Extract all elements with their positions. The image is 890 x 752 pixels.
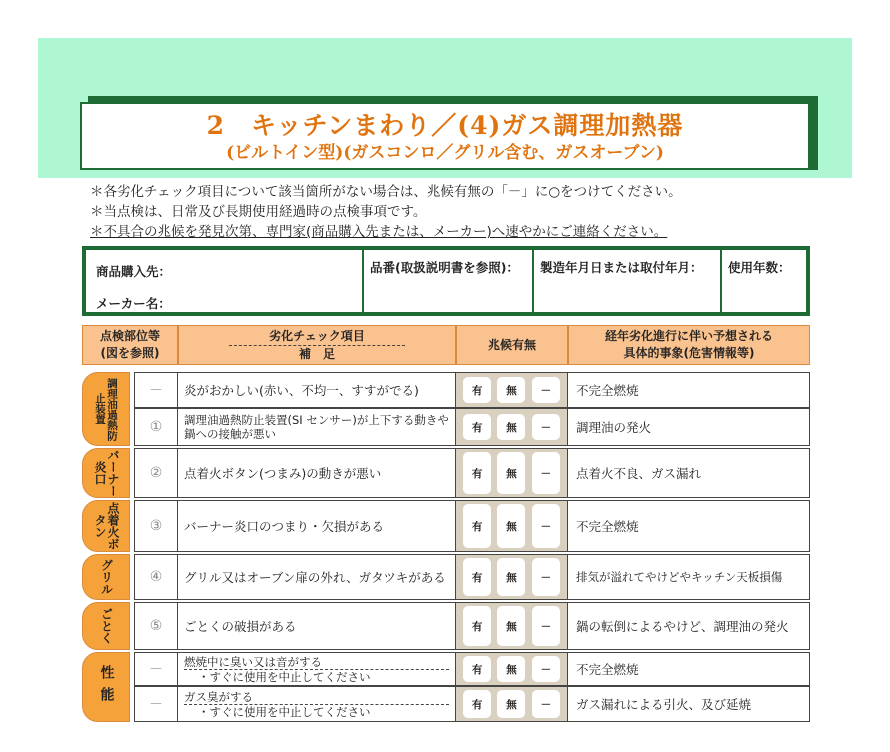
- check-item-text: ガス臭がする: [184, 689, 253, 704]
- page-subtitle: (ビルトイン型)(ガスコンロ／グリル含む、ガスオーブン): [226, 143, 664, 163]
- row-number: ③: [134, 500, 178, 552]
- sign-choices: [456, 372, 568, 408]
- note-2: ＊当点検は、日常及び長期使用経過時の点検事項です。: [90, 204, 427, 220]
- info-cell-date: [534, 250, 722, 312]
- choice-na[interactable]: －: [532, 690, 560, 718]
- choice-na[interactable]: －: [532, 504, 560, 548]
- store-label: 商品購入先：: [96, 264, 172, 279]
- row-number: ①: [134, 408, 178, 446]
- check-item-text: 点着火ボタン(つまみ)の動きが悪い: [184, 465, 382, 481]
- row-number: －: [134, 652, 178, 686]
- check-item: [178, 554, 456, 600]
- check-item-text: バーナー炎口のつまり・欠損がある: [184, 518, 385, 534]
- th-part: [82, 325, 178, 365]
- table-row: [82, 372, 810, 408]
- check-item-text: 炎がおかしい(赤い、不均一、すすがでる): [184, 382, 419, 398]
- risk-text: 調理油の発火: [568, 408, 810, 446]
- sign-choices: [456, 500, 568, 552]
- check-item-text: 燃焼中に臭い又は音がする: [184, 654, 322, 669]
- risk-text: 不完全燃焼: [568, 500, 810, 552]
- choice-yes[interactable]: 有: [463, 504, 491, 548]
- note-1: ＊各劣化チェック項目について該当箇所がない場合は、兆候有無の「－」に○をつけてください。: [90, 184, 682, 200]
- choice-yes[interactable]: 有: [463, 606, 491, 646]
- risk-text: 鍋の転倒によるやけど、調理油の発火: [568, 602, 810, 650]
- check-item: [178, 652, 456, 686]
- choice-no[interactable]: 無: [497, 414, 525, 440]
- table-row: [82, 408, 810, 446]
- th-sign: [456, 325, 568, 365]
- product-info-box: [82, 246, 810, 316]
- risk-text: 点着火不良、ガス漏れ: [568, 448, 810, 498]
- check-item: [178, 408, 456, 446]
- table-row: [82, 652, 810, 686]
- row-number: ⑤: [134, 602, 178, 650]
- choice-na[interactable]: －: [532, 414, 560, 440]
- check-item-text: ごとくの破損がある: [184, 618, 297, 634]
- th-risk-line2: 具体的事象(危害情報等): [623, 346, 755, 360]
- table-row: [82, 686, 810, 722]
- check-item-text: 調理油過熱防止装置(SI センサー)が上下する動きや鍋への接触が悪い: [184, 413, 449, 441]
- choice-no[interactable]: 無: [497, 504, 525, 548]
- choice-yes[interactable]: 有: [463, 656, 491, 682]
- choice-no[interactable]: 無: [497, 690, 525, 718]
- category-ignition-label: 点着火ボタン: [93, 502, 120, 550]
- category-oil-label: 調理油過熱防止装置: [94, 377, 118, 441]
- check-item: [178, 372, 456, 408]
- info-cell-model: [364, 250, 534, 312]
- sign-choices: [456, 602, 568, 650]
- info-cell-store: [86, 250, 364, 312]
- th-check-line2: 補 足: [298, 346, 335, 361]
- table-row: [82, 500, 810, 552]
- choice-no[interactable]: 無: [497, 452, 525, 494]
- choice-na[interactable]: －: [532, 656, 560, 682]
- sign-choices: [456, 652, 568, 686]
- choice-yes[interactable]: 有: [463, 414, 491, 440]
- th-check: [178, 325, 456, 365]
- years-label: 使用年数：: [728, 260, 791, 275]
- check-item: [178, 500, 456, 552]
- check-item: [178, 686, 456, 722]
- th-risk: [568, 325, 810, 365]
- choice-na[interactable]: －: [532, 377, 560, 403]
- th-risk-line1: 経年劣化進行に伴い予想される: [604, 329, 773, 343]
- check-item-note: ・すぐに使用を中止してください: [184, 704, 449, 719]
- th-sign-label: 兆候有無: [487, 337, 536, 352]
- check-item: [178, 448, 456, 498]
- category-perf-label: 性能: [98, 665, 115, 709]
- risk-text: 不完全燃焼: [568, 372, 810, 408]
- title-box: [80, 102, 810, 170]
- table-row: [82, 602, 810, 650]
- choice-na[interactable]: －: [532, 558, 560, 596]
- risk-text: 排気が溢れてやけどやキッチン天板損傷: [568, 554, 810, 600]
- sign-choices: [456, 408, 568, 446]
- choice-no[interactable]: 無: [497, 656, 525, 682]
- sign-choices: [456, 448, 568, 498]
- check-item-text: グリル又はオーブン扉の外れ、ガタツキがある: [184, 569, 446, 585]
- risk-text: 不完全燃焼: [568, 652, 810, 686]
- th-check-line1: 劣化チェック項目: [229, 328, 405, 346]
- page-title: 2 キッチンまわり／(4)ガス調理加熱器: [206, 111, 684, 140]
- choice-yes[interactable]: 有: [463, 377, 491, 403]
- th-part-line2: (図を参照): [100, 346, 160, 360]
- maker-label: メーカー名：: [96, 296, 171, 311]
- notes: [90, 182, 850, 242]
- choice-no[interactable]: 無: [497, 377, 525, 403]
- choice-no[interactable]: 無: [497, 558, 525, 596]
- sign-choices: [456, 554, 568, 600]
- category-grill-label: グリル: [99, 559, 114, 595]
- th-part-line1: 点検部位等: [99, 329, 160, 343]
- choice-yes[interactable]: 有: [463, 558, 491, 596]
- choice-yes[interactable]: 有: [463, 690, 491, 718]
- table-row: [82, 554, 810, 600]
- choice-na[interactable]: －: [532, 606, 560, 646]
- category-gotoku-label: ごとく: [99, 608, 114, 644]
- info-cell-years: [722, 250, 808, 312]
- category-burner-label: バーナー炎口: [93, 449, 120, 497]
- model-label: 品番(取扱説明書を参照)：: [370, 260, 519, 275]
- choice-yes[interactable]: 有: [463, 452, 491, 494]
- row-number: －: [134, 372, 178, 408]
- risk-text: ガス漏れによる引火、及び延焼: [568, 686, 810, 722]
- note-3: ＊不具合の兆候を発見次第、専門家(商品購入先または、メーカー)へ速やかにご連絡ください。: [90, 224, 668, 240]
- row-number: ②: [134, 448, 178, 498]
- table-row: [82, 448, 810, 498]
- check-item-note: ・すぐに使用を中止してください: [184, 669, 449, 684]
- check-item: [178, 602, 456, 650]
- choice-na[interactable]: －: [532, 452, 560, 494]
- row-number: －: [134, 686, 178, 722]
- row-number: ④: [134, 554, 178, 600]
- choice-no[interactable]: 無: [497, 606, 525, 646]
- date-label: 製造年月日または取付年月：: [540, 260, 703, 275]
- sign-choices: [456, 686, 568, 722]
